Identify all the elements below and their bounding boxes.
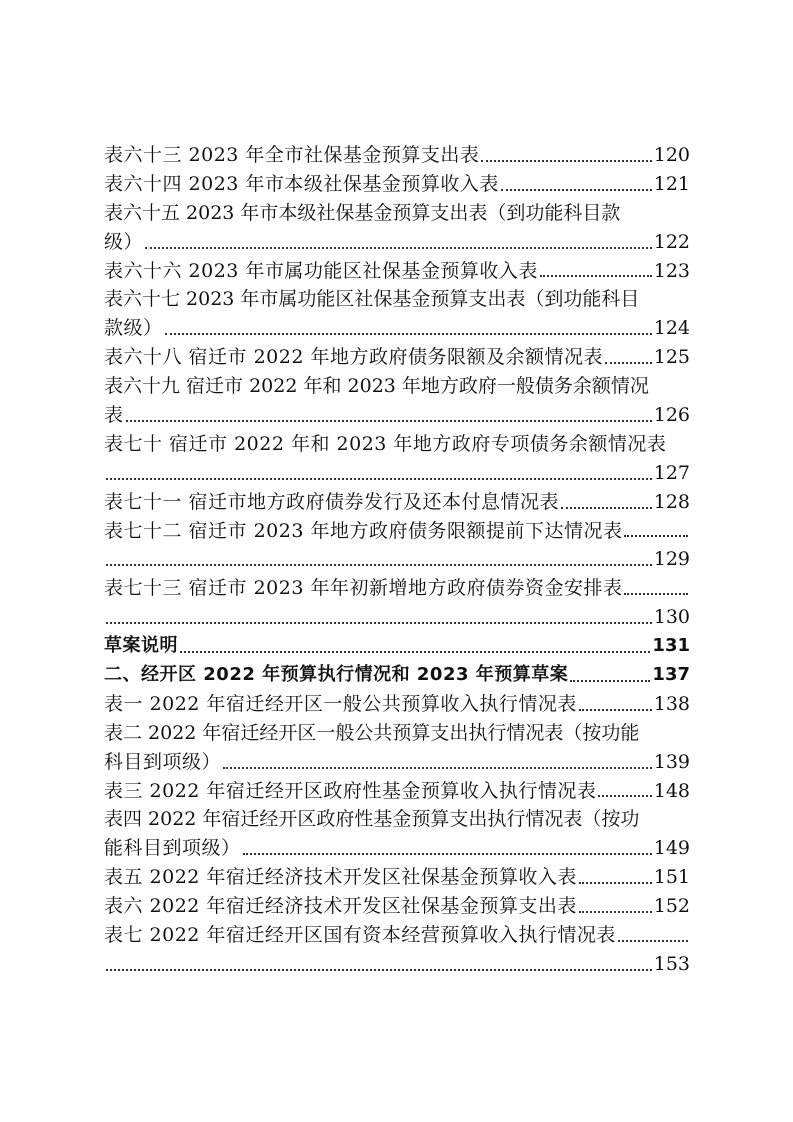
toc-page-number: 125 (653, 346, 690, 369)
toc-line (104, 545, 690, 574)
toc-line (104, 372, 690, 401)
toc-entry[interactable] (104, 805, 690, 863)
toc-line (104, 170, 690, 199)
toc-entry[interactable] (104, 921, 690, 979)
toc-title: 表一 2022 年宿迁经开区一般公共预算收入执行情况表 (104, 692, 577, 715)
toc-line (104, 285, 690, 314)
toc-line (104, 632, 690, 661)
toc-line (104, 343, 690, 372)
toc-line (104, 748, 690, 777)
toc-page-number: 128 (653, 490, 690, 513)
toc-page-number: 126 (653, 404, 690, 426)
toc-entry[interactable] (104, 892, 690, 921)
dot-leader (126, 420, 652, 422)
toc-entry[interactable] (104, 430, 690, 488)
toc-entry[interactable] (104, 517, 690, 575)
toc-line (104, 430, 690, 459)
toc-title: 表四 2022 年宿迁经开区政府性基金预算支出执行情况表（按功 (104, 808, 640, 831)
dot-leader (106, 478, 652, 480)
toc-title: 草案说明 (104, 635, 178, 657)
toc-page-number: 153 (653, 952, 690, 975)
toc-page-number: 137 (652, 664, 690, 686)
toc-title: 二、经开区 2022 年预算执行情况和 2023 年预算草案 (104, 664, 569, 686)
dot-leader (481, 160, 651, 162)
toc-page (104, 141, 690, 979)
toc-line (104, 834, 690, 863)
dot-leader (624, 593, 688, 595)
toc-title: 科目到项级） (104, 750, 222, 773)
toc-line (104, 805, 690, 834)
toc-title: 表七十一 宿迁市地方政府债券发行及还本付息情况表 (104, 490, 560, 513)
toc-title: 级） (104, 230, 144, 253)
toc-entry[interactable] (104, 343, 690, 372)
dot-leader (561, 507, 652, 509)
toc-page-number: 138 (653, 692, 690, 715)
dot-leader (598, 795, 651, 797)
dot-leader (570, 680, 650, 682)
toc-title: 表六十五 2023 年市本级社保基金预算支出表（到功能科目款 (104, 201, 621, 224)
toc-entry[interactable] (104, 257, 690, 286)
toc-line (104, 488, 690, 517)
toc-title: 表六十六 2023 年市属功能区社保基金预算收入表 (104, 259, 538, 282)
toc-title: 表六十八 宿迁市 2022 年地方政府债务限额及余额情况表 (104, 346, 603, 369)
toc-entry[interactable] (104, 690, 690, 719)
toc-title: 表七十 宿迁市 2022 年和 2023 年地方政府专项债务余额情况表 (104, 432, 667, 455)
dot-leader (618, 940, 688, 942)
dot-leader (165, 333, 652, 335)
toc-line (104, 228, 690, 257)
toc-page-number: 151 (653, 866, 690, 889)
dot-leader (145, 247, 652, 249)
toc-line (104, 199, 690, 228)
toc-line (104, 921, 690, 950)
toc-title: 表六十四 2023 年市本级社保基金预算收入表 (104, 172, 499, 195)
toc-line (104, 257, 690, 286)
dot-leader (605, 362, 652, 364)
toc-page-number: 148 (653, 779, 690, 802)
toc-entry[interactable] (104, 285, 690, 343)
toc-page-number: 127 (653, 461, 690, 484)
toc-title: 表七十二 宿迁市 2023 年地方政府债务限额提前下达情况表 (104, 519, 623, 542)
toc-page-number: 129 (653, 548, 690, 571)
toc-entry[interactable] (104, 719, 690, 777)
dot-leader (106, 622, 652, 624)
dot-leader (106, 969, 652, 971)
toc-entry[interactable] (104, 372, 690, 430)
toc-entry[interactable] (104, 863, 690, 892)
toc-title: 表六十九 宿迁市 2022 年和 2023 年地方政府一般债务余额情况 (104, 375, 649, 398)
toc-entry[interactable] (104, 661, 690, 690)
toc-entry[interactable] (104, 488, 690, 517)
dot-leader (501, 189, 652, 191)
dot-leader (243, 853, 652, 855)
toc-entry[interactable] (104, 777, 690, 806)
toc-page-number: 121 (653, 172, 690, 195)
toc-entry[interactable] (104, 199, 690, 257)
toc-line (104, 574, 690, 603)
toc-line (104, 863, 690, 892)
toc-entry[interactable] (104, 170, 690, 199)
toc-title: 表 (104, 404, 124, 426)
toc-line (104, 141, 690, 170)
toc-line (104, 719, 690, 748)
toc-title: 表七 2022 年宿迁经开区国有资本经营预算收入执行情况表 (104, 924, 616, 947)
toc-line (104, 603, 690, 632)
toc-line (104, 950, 690, 979)
toc-title: 表六十三 2023 年全市社保基金预算支出表 (104, 143, 480, 166)
dot-leader (579, 911, 652, 913)
toc-line (104, 777, 690, 806)
toc-line (104, 459, 690, 488)
toc-line (104, 401, 690, 430)
toc-page-number: 152 (653, 895, 690, 918)
toc-page-number: 122 (653, 230, 690, 253)
toc-page-number: 149 (653, 837, 690, 860)
toc-title: 表六 2022 年宿迁经济技术开发区社保基金预算支出表 (104, 895, 577, 918)
toc-page-number: 123 (653, 259, 690, 282)
toc-line (104, 517, 690, 546)
toc-entry[interactable] (104, 141, 690, 170)
toc-line (104, 690, 690, 719)
toc-entry[interactable] (104, 632, 690, 661)
dot-leader (180, 651, 650, 653)
dot-leader (540, 275, 652, 277)
toc-page-number: 124 (653, 317, 690, 340)
toc-title: 表六十七 2023 年市属功能区社保基金预算支出表（到功能科目 (104, 288, 640, 311)
dot-leader (223, 767, 652, 769)
toc-page-number: 131 (652, 635, 690, 657)
toc-page-number: 120 (653, 143, 690, 166)
toc-title: 款级） (104, 317, 163, 340)
dot-leader (579, 882, 652, 884)
toc-title: 表三 2022 年宿迁经开区政府性基金预算收入执行情况表 (104, 779, 597, 802)
toc-entry[interactable] (104, 574, 690, 632)
toc-page-number: 130 (653, 606, 690, 629)
dot-leader (624, 535, 688, 537)
toc-title: 能科目到项级） (104, 837, 241, 860)
toc-page-number: 139 (653, 750, 690, 773)
toc-title: 表二 2022 年宿迁经开区一般公共预算支出执行情况表（按功能 (104, 721, 640, 744)
dot-leader (106, 564, 652, 566)
toc-title: 表五 2022 年宿迁经济技术开发区社保基金预算收入表 (104, 866, 577, 889)
toc-line (104, 892, 690, 921)
toc-line (104, 661, 690, 690)
toc-title: 表七十三 宿迁市 2023 年年初新增地方政府债券资金安排表 (104, 577, 623, 600)
toc-line (104, 314, 690, 343)
dot-leader (579, 709, 652, 711)
